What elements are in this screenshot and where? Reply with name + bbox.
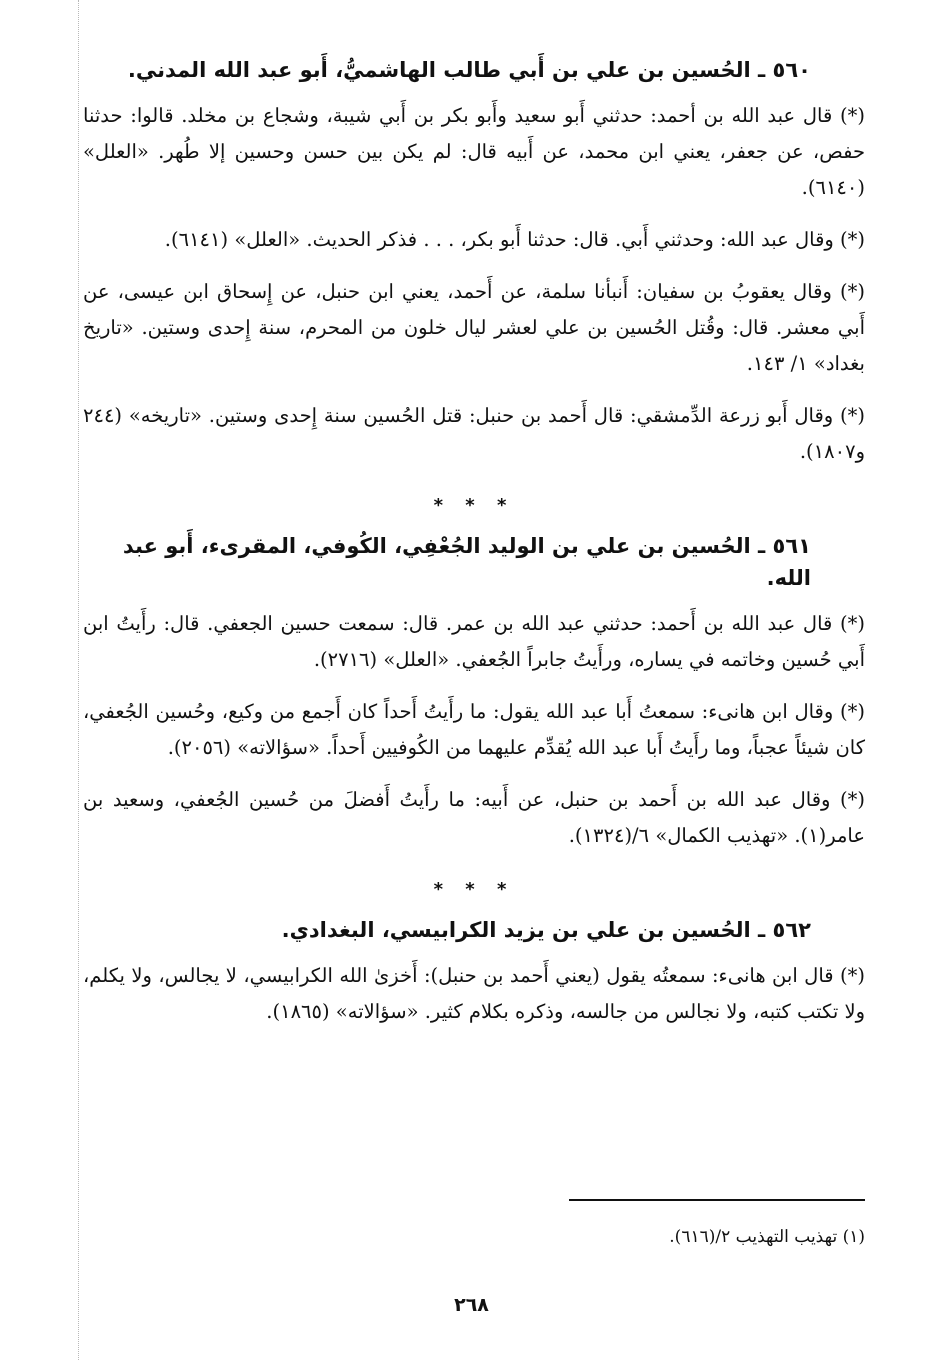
- entry-paragraph: (*) قال عبد الله بن أحمد: حدثني أَبو سعيد وأَبو بكر بن أَبي شيبة، وشجاع بن مخلد. قالوا: حدثنا حفص، عن جعفر، يعني ابن محمد، عن أَبيه قال: لم يكن بين حسن وحسين إلا طُهر. «العلل» (٦١٤٠).: [83, 104, 865, 199]
- entry-paragraph: (*) وقال يعقوبُ بن سفيان: أَنبأنا سلمة، عن أَحمد، يعني ابن حنبل، عن إِسحاق ابن عيسى، عن أَبي معشر. قال: وقُتل الحُسين بن علي لعشر ليال خلون من المحرم، سنة إِحدى وستين. «تاريخ بغداد» ١/ ١٤٣.: [83, 280, 866, 375]
- footnote-divider: [569, 1199, 865, 1201]
- entry-562: [83, 914, 865, 1030]
- section-separator: * * *: [433, 495, 515, 516]
- page-gutter-line: [78, 0, 79, 1360]
- section-separator: * * *: [433, 879, 515, 900]
- entry-title: ٥٦٢ ـ الحُسين بن علي بن يزيد الكرابيسي، البغدادي.: [281, 918, 811, 942]
- footnote: (١) تهذيب التهذيب ٢/(٦١٦).: [669, 1227, 865, 1247]
- entry-title: ٥٦١ ـ الحُسين بن علي بن الوليد الجُعْفِي، الكُوفي، المقرىء، أَبو عبد الله.: [122, 534, 811, 590]
- entry-561: [83, 530, 865, 854]
- entry-paragraph: (*) وقال أَبو زرعة الدِّمشقي: قال أَحمد بن حنبل: قتل الحُسين سنة إِحدى وستين. «تاريخه» (٢٤٤ و١٨٠٧).: [83, 404, 865, 463]
- page-content: [83, 44, 865, 1046]
- entry-paragraph: (*) وقال ابن هانىء: سمعتُ أَبا عبد الله يقول: ما رأَيتُ أَحداً كان أَجمع من وكيع، وحُسين الجُعفي، كان شيئاً عجباً، وما رأَيتُ أَبا عبد الله يُقدِّم عليهما من الكُوفيين أَحداً. «سؤالاته» (٢٠٥٦).: [83, 700, 865, 759]
- entry-paragraph: (*) وقال عبد الله بن أَحمد بن حنبل، عن أَبيه: ما رأَيتُ أَفضلَ من حُسين الجُعفي، وسعيد بن عامر(١). «تهذيب الكمال» ٦/(١٣٢٤).: [83, 788, 865, 847]
- entry-title: ٥٦٠ ـ الحُسين بن علي بن أَبي طالب الهاشميُّ، أَبو عبد الله المدني.: [127, 58, 811, 82]
- entry-paragraph: (*) قال عبد الله بن أَحمد: حدثني عبد الله بن عمر. قال: سمعت حسين الجعفي. قال: رأَيتُ ابن أَبي حُسين وخاتمه في يساره، ورأَيتُ جابراً الجُعفي. «العلل» (٢٧١٦).: [83, 612, 865, 671]
- entry-560: [83, 54, 865, 470]
- entry-paragraph: (*) قال ابن هانىء: سمعتُه يقول (يعني أَحمد بن حنبل): أَخزىٰ الله الكرابيسي، لا يجالس، ولا يكلم، ولا تكتب كتبه، ولا نجالس من جالسه، وذكره بكلام كثير. «سؤالاته» (١٨٦٥).: [83, 964, 865, 1023]
- entry-paragraph: (*) وقال عبد الله: وحدثني أَبي. قال: حدثنا أَبو بكر، . . . فذكر الحديث. «العلل» (٦١٤١).: [164, 228, 865, 251]
- page-number: ٢٦٨: [454, 1294, 489, 1316]
